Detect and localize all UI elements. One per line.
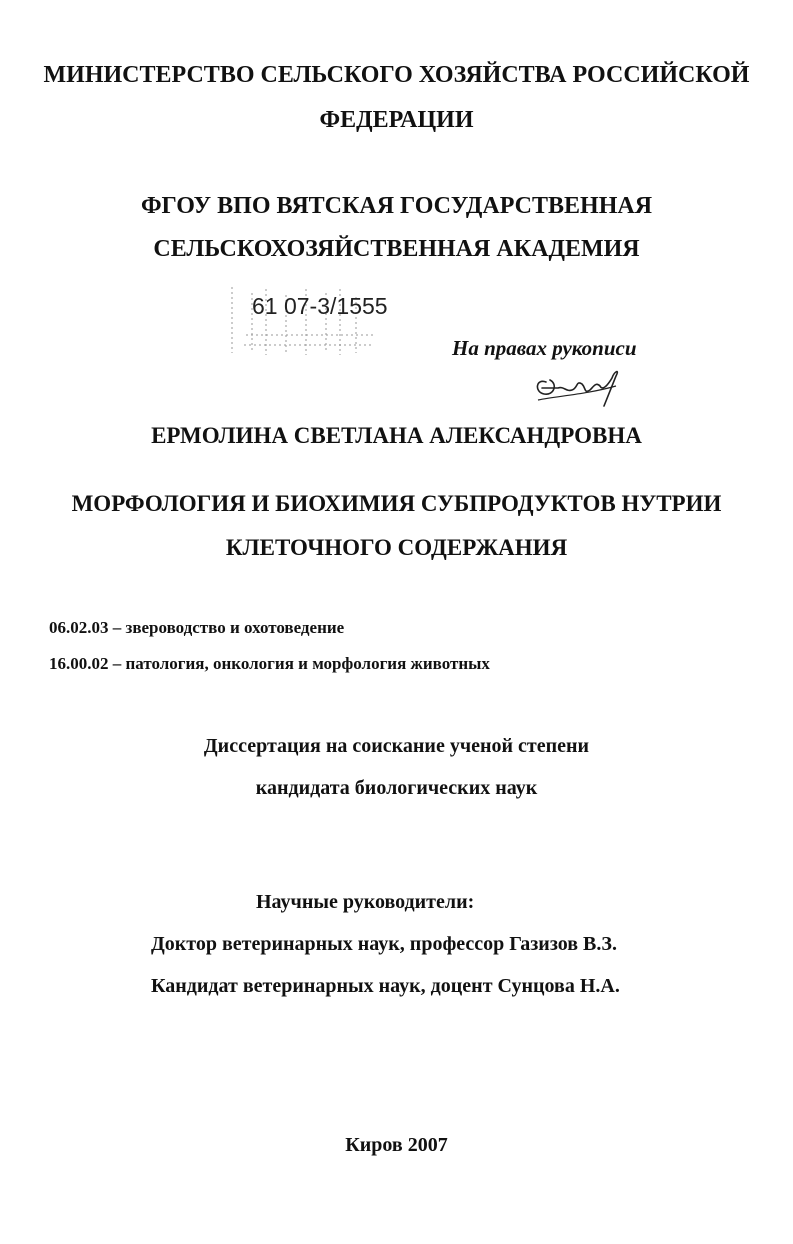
academy-line-2: СЕЛЬСКОХОЗЯЙСТВЕННАЯ АКАДЕМИЯ <box>153 236 640 262</box>
degree-line-2: кандидата биологических наук <box>255 777 538 799</box>
degree-line-1: Диссертация на соискание ученой степени <box>203 735 590 757</box>
academy-line-1: ФГОУ ВПО ВЯТСКАЯ ГОСУДАРСТВЕННАЯ <box>140 193 653 219</box>
manuscript-rights-note: На правах рукописи <box>452 336 637 360</box>
place-year: Киров 2007 <box>345 1134 448 1156</box>
ministry-line-1: МИНИСТЕРСТВО СЕЛЬСКОГО ХОЗЯЙСТВА РОССИЙСКОЙ <box>43 62 750 88</box>
signature <box>528 360 628 412</box>
supervisor-2: Кандидат ветеринарных наук, доцент Сунцова Н.А. <box>151 975 620 997</box>
supervisor-1: Доктор ветеринарных наук, профессор Газизов В.З. <box>151 933 617 955</box>
specialty-1: 06.02.03 – звероводство и охотоведение <box>49 618 345 637</box>
ministry-line-2: ФЕДЕРАЦИИ <box>319 107 474 133</box>
stamp-number: 61 07-3/1555 <box>252 293 388 319</box>
author-name: ЕРМОЛИНА СВЕТЛАНА АЛЕКСАНДРОВНА <box>151 423 642 448</box>
title-line-2: КЛЕТОЧНОГО СОДЕРЖАНИЯ <box>225 535 568 560</box>
specialty-2: 16.00.02 – патология, онкология и морфология животных <box>49 654 490 673</box>
title-line-1: МОРФОЛОГИЯ И БИОХИМИЯ СУБПРОДУКТОВ НУТРИИ <box>71 491 722 516</box>
supervisors-heading: Научные руководители: <box>256 891 475 913</box>
